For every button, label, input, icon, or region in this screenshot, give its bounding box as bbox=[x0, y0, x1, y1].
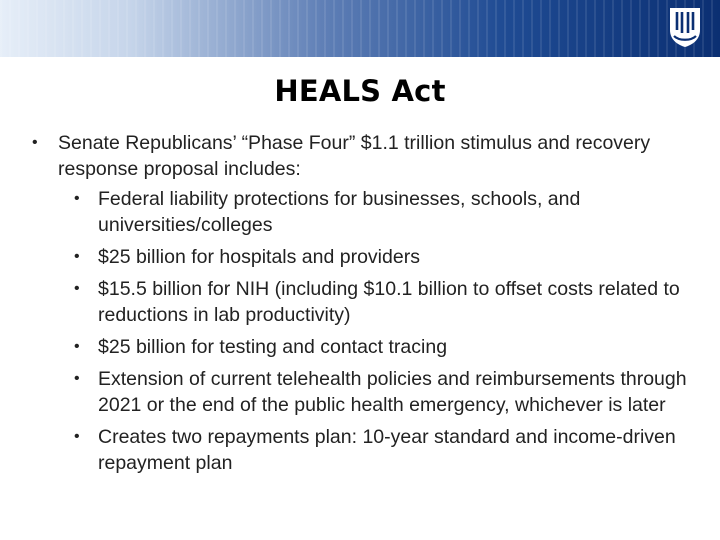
sub-bullet-text: $25 billion for testing and contact tracing bbox=[98, 336, 448, 358]
slide-content bbox=[30, 130, 710, 482]
banner-stripes bbox=[0, 0, 720, 57]
bullet-icon: • bbox=[74, 248, 80, 265]
sub-bullet-item bbox=[58, 244, 710, 270]
sub-bullet-list bbox=[58, 186, 710, 476]
bullet-text: Senate Republicans’ “Phase Four” $1.1 trillion stimulus and recovery response proposal includes: bbox=[58, 132, 651, 180]
sub-bullet-text: $25 billion for hospitals and providers bbox=[98, 246, 420, 268]
sub-bullet-text: Extension of current telehealth policies and reimbursements through 2021 or the end of the public health emergency, whichever is later bbox=[98, 368, 687, 416]
sub-bullet-item bbox=[58, 276, 710, 328]
bullet-icon: • bbox=[74, 190, 80, 207]
bullet-icon: • bbox=[74, 280, 80, 297]
sub-bullet-item bbox=[58, 424, 710, 476]
sub-bullet-item bbox=[58, 366, 710, 418]
bullet-icon: • bbox=[74, 370, 80, 387]
bullet-list bbox=[30, 130, 710, 476]
sub-bullet-item bbox=[58, 186, 710, 238]
bullet-icon: • bbox=[74, 338, 80, 355]
bullet-icon: • bbox=[32, 134, 38, 151]
shield-logo-icon bbox=[668, 6, 702, 48]
header-banner bbox=[0, 0, 720, 57]
bullet-item bbox=[30, 130, 710, 476]
bullet-icon: • bbox=[74, 428, 80, 445]
slide-title: HEALS Act bbox=[274, 74, 446, 108]
sub-bullet-text: Creates two repayments plan: 10-year standard and income-driven repayment plan bbox=[98, 426, 676, 474]
sub-bullet-item bbox=[58, 334, 710, 360]
sub-bullet-text: Federal liability protections for businesses, schools, and universities/colleges bbox=[98, 188, 581, 236]
sub-bullet-text: $15.5 billion for NIH (including $10.1 billion to offset costs related to reductions in lab productivity) bbox=[98, 278, 680, 326]
